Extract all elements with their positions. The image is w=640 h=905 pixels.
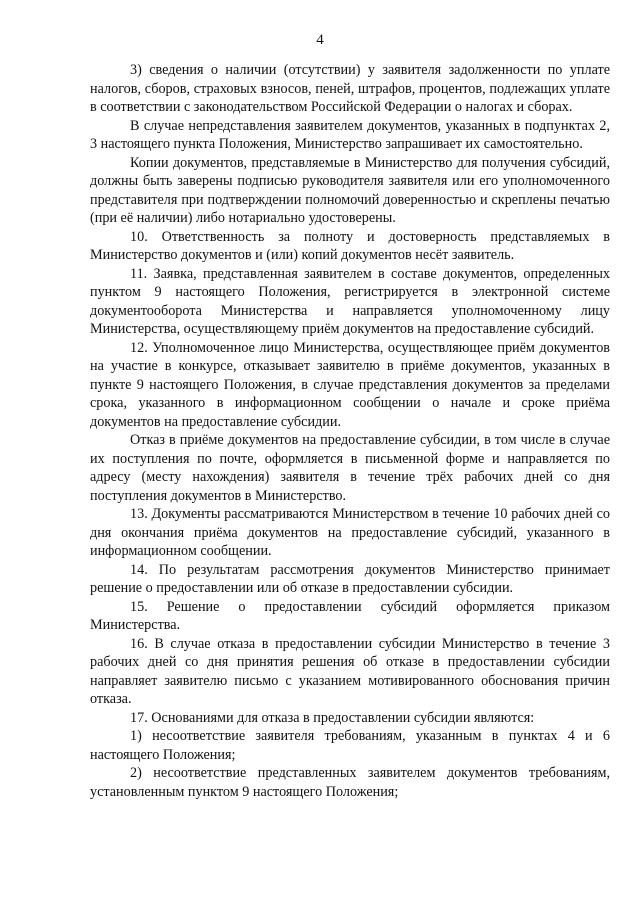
- paragraph-3-debt-info: 3) сведения о наличии (отсутствии) у заявителя задолженности по уплате налогов, сборов, страховых взносов, пеней, штрафов, процентов, подлежащих уплате в соответствии с законодательством Российской Федерации о налогах и сборах.: [90, 62, 610, 115]
- paragraph-13-review-period: 13. Документы рассматриваются Министерством в течение 10 рабочих дней со дня окончания приёма документов на предоставление субсидий, указанного в информационном сообщении.: [90, 506, 610, 559]
- document-body: [90, 61, 610, 801]
- paragraph-12-refusal-acceptance: 12. Уполномоченное лицо Министерства, осуществляющее приём документов на участие в конкурсе, отказывает заявителю в приёме документов, указанных в пункте 9 настоящего Положения, в случае представления документов за пределами срока, указанного в информационном сообщении о начале и сроке приёма документов на предоставление субсидии.: [90, 339, 610, 430]
- page-number: 4: [316, 32, 324, 48]
- paragraph-11-application: 11. Заявка, представленная заявителем в составе документов, определенных пунктом 9 настоящего Положения, регистрируется в электронной системе документооборота Министерства и направляется уполномоченному лицу Министерства, осуществляющему приём документов на предоставление субсидий.: [90, 265, 610, 337]
- paragraph-14-decision: 14. По результатам рассмотрения документов Министерство принимает решение о предоставлении или об отказе в предоставлении субсидии.: [90, 561, 610, 596]
- paragraph-10-responsibility: 10. Ответственность за полноту и достоверность представляемых в Министерство документов и (или) копий документов несёт заявитель.: [90, 228, 610, 263]
- paragraph-16-refusal-letter: 16. В случае отказа в предоставлении субсидии Министерство в течение 3 рабочих дней со дня принятия решения об отказе в предоставлении субсидии направляет заявителю письмо с указанием мотивированного обоснования причин отказа.: [90, 635, 610, 707]
- paragraph-refusal-notice: Отказ в приёме документов на предоставление субсидии, в том числе в случае их поступления по почте, оформляется в письменной форме и направляется по адресу (месту нахождения) заявителя в течение трёх рабочих дней со дня поступления документов в Министерство.: [90, 432, 610, 504]
- paragraph-missing-documents: В случае непредставления заявителем документов, указанных в подпунктах 2, 3 настоящего пункта Положения, Министерство запрашивает их самостоятельно.: [90, 117, 610, 152]
- paragraph-grounds-item-1: 1) несоответствие заявителя требованиям, указанным в пунктах 4 и 6 настоящего Положения;: [90, 728, 610, 763]
- paragraph-grounds-item-2: 2) несоответствие представленных заявителем документов требованиям, установленным пунктом 9 настоящего Положения;: [90, 765, 610, 800]
- paragraph-17-grounds: 17. Основаниями для отказа в предоставлении субсидии являются:: [130, 709, 535, 726]
- paragraph-document-copies: Копии документов, представляемые в Министерство для получения субсидий, должны быть заверены подписью руководителя заявителя или его уполномоченного представителя при подтверждении полномочий доверенностью и скреплены печатью (при её наличии) либо нотариально удостоверены.: [90, 154, 610, 226]
- paragraph-15-order: 15. Решение о предоставлении субсидий оформляется приказом Министерства.: [90, 598, 610, 633]
